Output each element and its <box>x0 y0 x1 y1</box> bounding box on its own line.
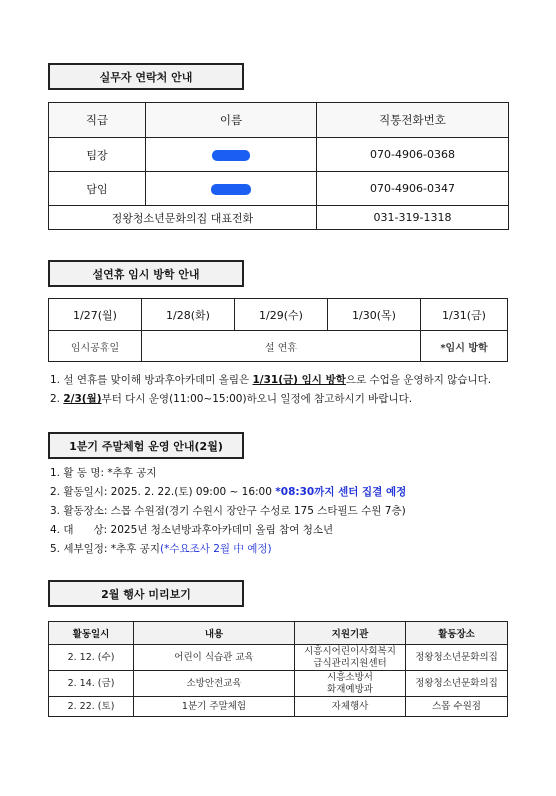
table-row <box>49 138 509 172</box>
table-row <box>49 671 508 697</box>
event-org: 시흥시어린이사회복지 급식관리지원센터 <box>295 645 406 671</box>
event-content: 1분기 주말체험 <box>134 697 295 717</box>
status-cell: 임시공휴일 <box>49 331 142 362</box>
event-date: 2. 22. (토) <box>49 697 134 717</box>
table-row <box>49 172 509 206</box>
name-cell <box>146 172 317 206</box>
weekend-details: 1. 활 동 명: *추후 공지 2. 활동일시: 2025. 2. 22.(토) 09:00 ~ 16:00 *08:30까지 센터 집결 예정 3. 활동장소: 스몹 수원점(경기 수원시 장안구 수성로 175 스타필드 수원 7층) 4. 대 상: 2025년 청소년방과후아카데미 올림 참여 청소년 5. 세부일정: *추후 공지(*수요조사 2월 中 예정) <box>50 467 407 555</box>
col-header-place: 활동장소 <box>406 622 508 645</box>
col-header-name: 이름 <box>146 103 317 138</box>
date-header: 1/29(수) <box>235 299 328 331</box>
date-header: 1/31(금) <box>421 299 508 331</box>
status-cell: 설 연휴 <box>142 331 421 362</box>
col-header-content: 내용 <box>134 622 295 645</box>
event-org: 시흥소방서 화재예방과 <box>295 671 406 697</box>
event-org: 자체행사 <box>295 697 406 717</box>
table-row <box>49 645 508 671</box>
phone-cell: 070-4906-0368 <box>317 138 509 172</box>
date-header: 1/30(목) <box>328 299 421 331</box>
table-row <box>49 331 508 362</box>
holiday-notes: 1. 설 연휴를 맞이해 방과후아카데미 올림은 1/31(금) 임시 방학으로 수업을 운영하지 않습니다. 2. 2/3(월)부터 다시 운영(11:00~15:00)하오니 일정에 참고하시기 바랍니다. <box>50 374 492 405</box>
events-table <box>48 621 508 717</box>
event-date: 2. 12. (수) <box>49 645 134 671</box>
holiday-table <box>48 298 508 362</box>
event-place: 정왕청소년문화의집 <box>406 671 508 697</box>
section-title-holiday: 설연휴 임시 방학 안내 <box>48 260 244 287</box>
date-header: 1/28(화) <box>142 299 235 331</box>
representative-label: 정왕청소년문화의집 대표전화 <box>49 206 317 230</box>
col-header-rank: 직급 <box>49 103 146 138</box>
section-title-events: 2월 행사 미리보기 <box>48 580 244 607</box>
rank-cell: 팀장 <box>49 138 146 172</box>
event-place: 스몹 수원점 <box>406 697 508 717</box>
section-title-weekend: 1분기 주말체험 운영 안내(2월) <box>48 432 244 459</box>
table-row <box>49 697 508 717</box>
phone-cell: 070-4906-0347 <box>317 172 509 206</box>
col-header-phone: 직통전화번호 <box>317 103 509 138</box>
event-date: 2. 14. (금) <box>49 671 134 697</box>
event-content: 소방안전교육 <box>134 671 295 697</box>
name-cell <box>146 138 317 172</box>
col-header-org: 지원기관 <box>295 622 406 645</box>
representative-phone: 031-319-1318 <box>317 206 509 230</box>
rank-cell: 담임 <box>49 172 146 206</box>
section-title-contacts: 실무자 연락처 안내 <box>48 63 244 90</box>
status-cell: *임시 방학 <box>421 331 508 362</box>
redacted-name <box>212 150 250 161</box>
col-header-date: 활동일시 <box>49 622 134 645</box>
date-header: 1/27(월) <box>49 299 142 331</box>
contacts-table <box>48 102 509 230</box>
redacted-name <box>211 184 251 195</box>
event-content: 어린이 식습관 교육 <box>134 645 295 671</box>
table-row <box>49 206 509 230</box>
event-place: 정왕청소년문화의집 <box>406 645 508 671</box>
